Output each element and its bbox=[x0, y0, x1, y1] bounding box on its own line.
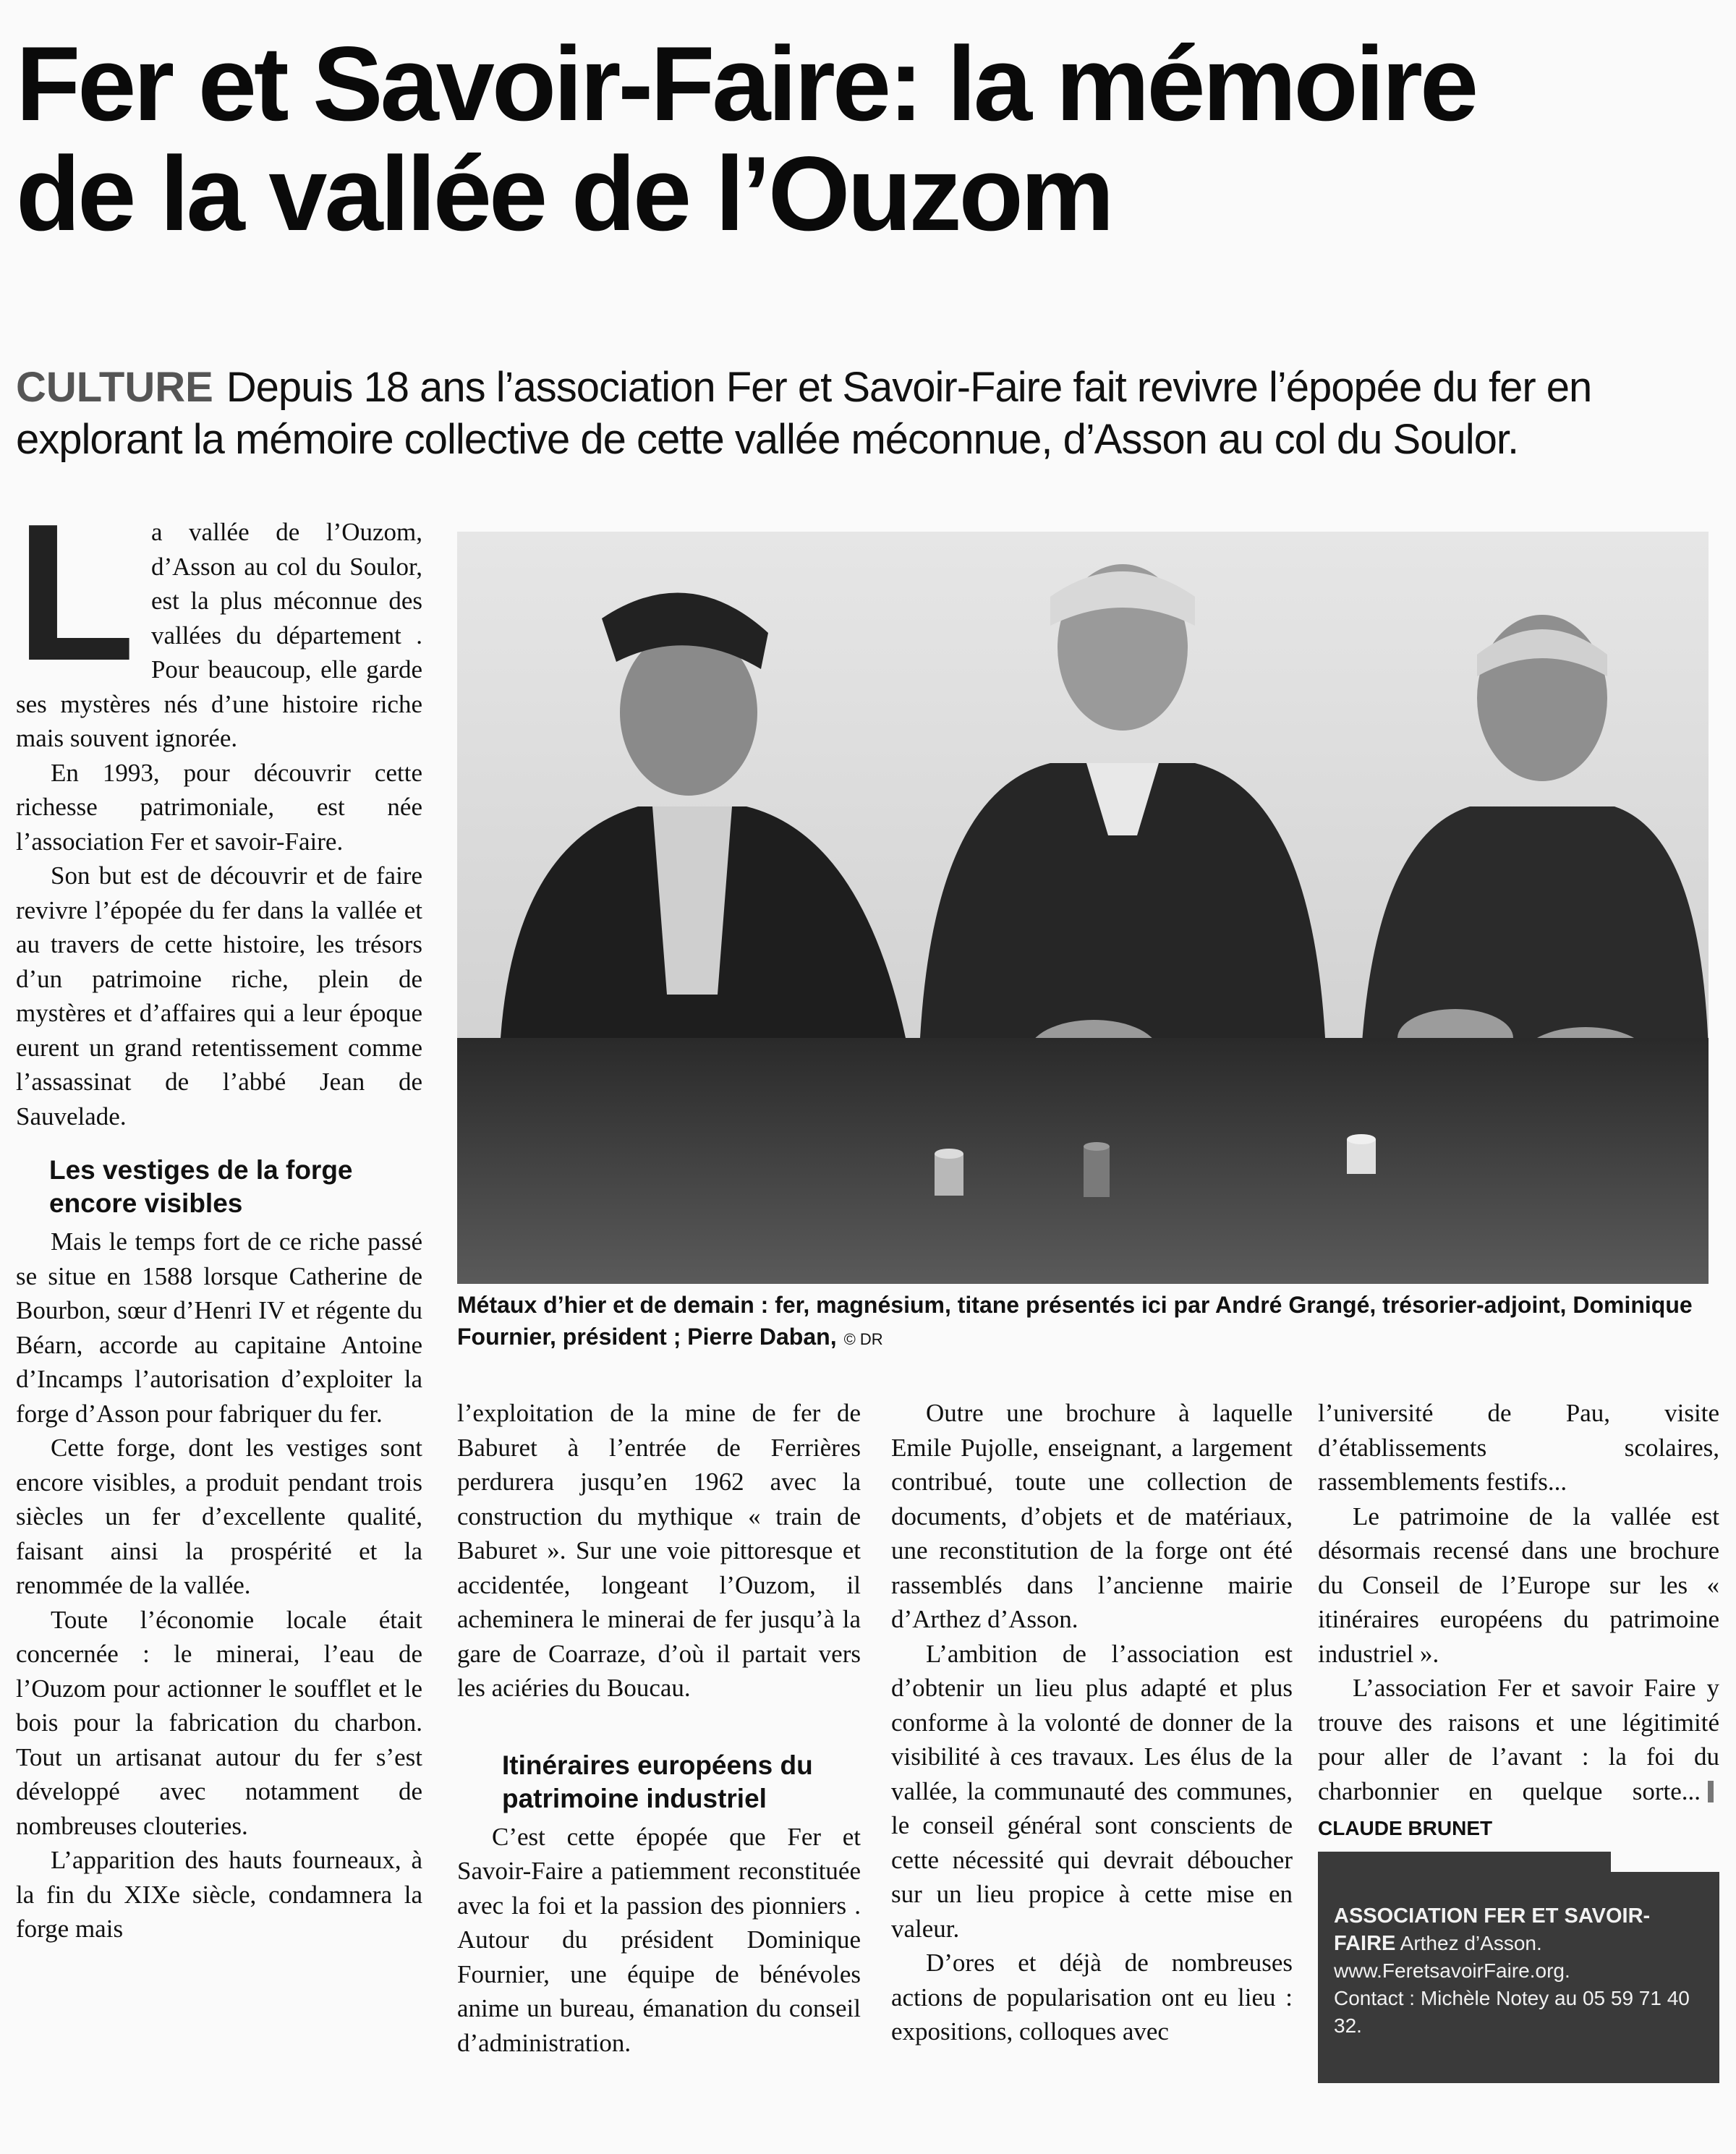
paragraph: l’exploitation de la mine de fer de Baburet à l’entrée de Ferrières perdurera jusqu’en 1962 avec la construction du mythique « train de Baburet ». Sur une voie pittoresque et accidentée, longeant l’Ouzom, il acheminera le minerai de fer jusqu’à la gare de Coarraze, d’où il partait vers les aciéries du Boucau. bbox=[457, 1399, 861, 1702]
paragraph: D’ores et déjà de nombreuses actions de popularisation ont eu lieu : expositions, colloques avec bbox=[891, 1949, 1293, 2046]
association-contact: Contact : Michèle Notey au 05 59 71 40 32. bbox=[1334, 1987, 1690, 2037]
paragraph: L’ambition de l’association est d’obtenir un lieu plus adapté et plus conforme à la volonté de donner de la visibilité à ces travaux. Les élus de la vallée, la communauté des communes, le conseil général sont conscients de cette nécessité qui devrait déboucher sur un lieu propice à cette mise en valeur. bbox=[891, 1639, 1293, 1943]
paragraph: Outre une brochure à laquelle Emile Pujolle, enseignant, a largement contribué, toute une collection de documents, d’objets et de matériaux, une reconstitution de la forge ont été rassemblés dans l’ancienne mairie d’Arthez d’Asson. bbox=[891, 1399, 1293, 1633]
paragraph: Mais le temps fort de ce riche passé se situe en 1588 lorsque Catherine de Bourbon, sœur d’Henri IV et régente du Béarn, accorde au capitaine Antoine d’Incamps l’autorisation d’exploiter la forge d’Asson pour fabriquer du fer. bbox=[16, 1227, 422, 1428]
paragraph bbox=[1318, 1671, 1719, 1846]
association-place: Arthez d’Asson. bbox=[1400, 1932, 1542, 1954]
association-name: ASSOCIATION FER ET SAVOIR-FAIRE bbox=[1334, 1904, 1651, 1955]
paragraph: l’université de Pau, visite d’établissements scolaires, rassemblements festifs... bbox=[1318, 1399, 1719, 1496]
column-4 bbox=[1318, 1396, 1719, 1846]
paragraph: Toute l’économie locale était concernée : le minerai, l’eau de l’Ouzom pour actionner le soufflet et le bois pour la fabrication du charbon. Tout un artisanat autour du fer s’est développé avec notamment de nombreuses clouteries. bbox=[16, 1605, 422, 1840]
photo-three-men-at-table bbox=[457, 532, 1709, 1284]
column-2 bbox=[457, 1396, 861, 2060]
caption-text: Métaux d’hier et de demain : fer, magnésium, titane présentés ici par André Grangé, trésorier-adjoint, Dominique Fournier, président ; Pierre Daban, bbox=[457, 1292, 1693, 1350]
column-3 bbox=[891, 1396, 1293, 2049]
paragraph: Son but est de découvrir et de faire revivre l’épopée du fer dans la vallée et au travers de cette histoire, les trésors d’un patrimoine riche, plein de mystères et d’affaires qui a leur époque eurent un grand retentissement comme l’assassinat de l’abbé Jean de Sauvelade. bbox=[16, 861, 422, 1131]
subheading-vestiges: Les vestiges de la forge encore visibles bbox=[49, 1155, 353, 1218]
headline bbox=[16, 25, 1723, 252]
paragraph: Cette forge, dont les vestiges sont encore visibles, a produit pendant trois siècles un fer d’excellente qualité, faisant ainsi la prospérité et la renommée de la vallée. bbox=[16, 1434, 422, 1599]
deck bbox=[16, 362, 1723, 466]
info-box-corner-tab bbox=[1611, 1852, 1719, 1872]
paragraph: a vallée de l’Ouzom, d’Asson au col du Soulor, est la plus méconnue des vallées du département . Pour beaucoup, elle garde ses mystères nés d’une histoire riche mais souvent ignorée. bbox=[16, 518, 422, 752]
association-website: www.FeretsavoirFaire.org. bbox=[1334, 1959, 1570, 1982]
headline-line-2: de la vallée de l’Ouzom bbox=[16, 135, 1112, 252]
paragraph: En 1993, pour découvrir cette richesse patrimoniale, est née l’association Fer et savoir-Faire. bbox=[16, 758, 422, 856]
deck-text: Depuis 18 ans l’association Fer et Savoir-Faire fait revivre l’épopée du fer en explorant la mémoire collective de cette vallée méconnue, d’Asson au col du Soulor. bbox=[16, 364, 1592, 463]
paragraph: Le patrimoine de la vallée est désormais recensé dans une brochure du Conseil de l’Europe sur les « itinéraires européens du patrimoine industriel ». bbox=[1318, 1502, 1719, 1668]
photo-caption bbox=[457, 1289, 1709, 1355]
column-1 bbox=[16, 484, 422, 1946]
paragraph-text: L’association Fer et savoir Faire y trouve des raisons et une légitimité pour aller de l’avant : la foi du charbonnier en quelque sorte... bbox=[1318, 1674, 1719, 1805]
headline-line-1: Fer et Savoir-Faire: la mémoire bbox=[16, 25, 1476, 142]
author-byline: CLAUDE BRUNET bbox=[1318, 1781, 1719, 1840]
paragraph: C’est cette épopée que Fer et Savoir-Faire a patiemment reconstituée avec la foi et la passion des pionniers . Autour du président Dominique Fournier, une équipe de bénévoles anime un bureau, émanation du conseil d’administration. bbox=[457, 1822, 861, 2057]
drop-cap: L bbox=[16, 484, 135, 702]
association-info-box bbox=[1318, 1852, 1719, 2083]
subheading-itineraires: Itinéraires européens du patrimoine industriel bbox=[502, 1750, 813, 1813]
section-kicker: CULTURE bbox=[16, 364, 213, 411]
photo-credit: © DR bbox=[843, 1330, 883, 1348]
paragraph: L’apparition des hauts fourneaux, à la fin du XIXe siècle, condamnera la forge mais bbox=[16, 1846, 422, 1943]
